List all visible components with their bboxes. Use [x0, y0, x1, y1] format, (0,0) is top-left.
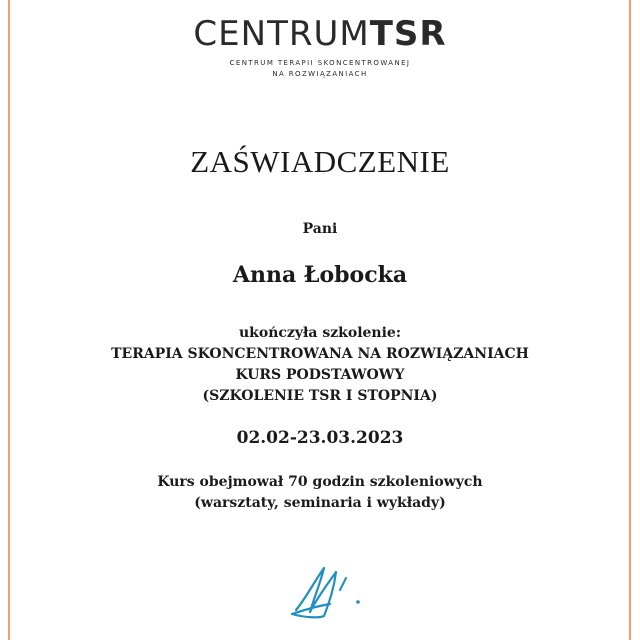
- course-hours: Kurs obejmował 70 godzin szkoleniowych: [157, 474, 483, 490]
- logo-wordmark: [0, 14, 640, 54]
- certificate-title: ZAŚWIADCZENIE: [190, 144, 450, 179]
- logo-name-regular: CENTRUM: [193, 14, 370, 54]
- logo-name-bold: TSR: [369, 14, 447, 54]
- completion-text: ukończyła szkolenie:: [238, 325, 401, 341]
- course-dates: 02.02-23.03.2023: [236, 428, 404, 448]
- logo-tagline-line2: NA ROZWIĄZANIACH: [272, 70, 368, 78]
- course-format: (warsztaty, seminaria i wykłady): [194, 495, 446, 511]
- logo-mark-icon: [298, 0, 324, 4]
- course-name: TERAPIA SKONCENTROWANA NA ROZWIĄZANIACH: [111, 346, 529, 362]
- course-degree: (SZKOLENIE TSR I STOPNIA): [202, 388, 438, 404]
- right-border-line: [629, 0, 631, 640]
- recipient-name: Anna Łobocka: [232, 262, 408, 288]
- course-level: KURS PODSTAWOWY: [235, 367, 405, 383]
- logo-tagline-line1: CENTRUM TERAPII SKONCENTROWANEJ: [229, 59, 411, 67]
- salutation: Pani: [302, 221, 338, 237]
- left-border-line: [8, 0, 10, 640]
- signature-icon: [284, 560, 374, 622]
